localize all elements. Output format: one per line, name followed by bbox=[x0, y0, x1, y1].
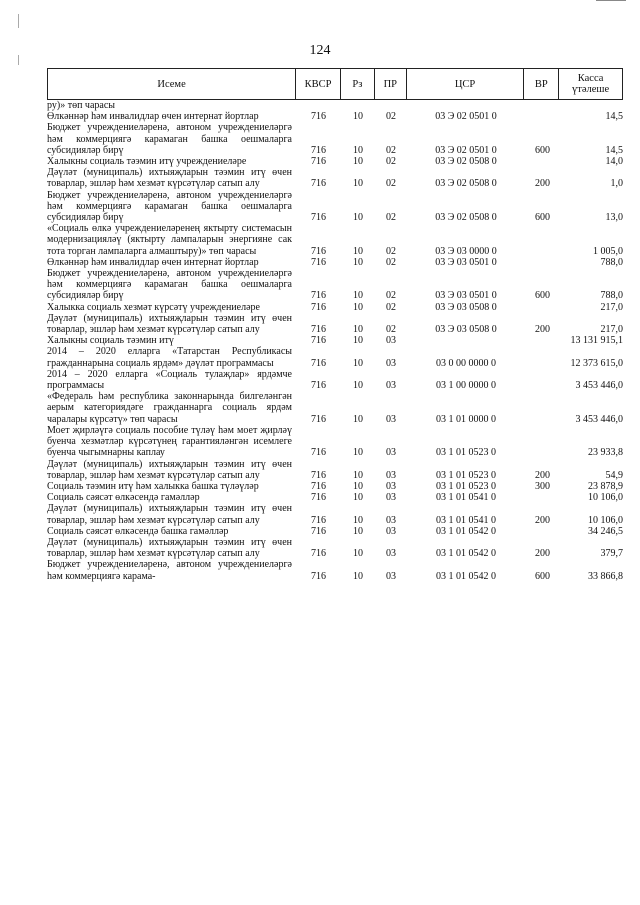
row-csr: 03 Э 03 0508 0 bbox=[435, 324, 497, 336]
row-vr: 300 bbox=[535, 480, 550, 492]
table-row bbox=[47, 346, 623, 368]
row-sum: 788,0 bbox=[600, 256, 623, 268]
row-csr: 03 1 01 0542 0 bbox=[436, 548, 496, 560]
row-kvsr: 716 bbox=[311, 212, 326, 224]
row-name: Өлкәннәр һәм инвалидлар өчен интернат йортлар bbox=[47, 111, 259, 123]
row-kvsr: 716 bbox=[311, 514, 326, 526]
row-vr: 600 bbox=[535, 144, 550, 156]
header-csr: ЦСР bbox=[407, 69, 525, 99]
row-csr: 03 1 01 0000 0 bbox=[436, 413, 496, 425]
row-kvsr: 716 bbox=[311, 335, 326, 347]
table-row bbox=[47, 190, 623, 224]
row-pr: 02 bbox=[386, 144, 396, 156]
row-kvsr: 716 bbox=[311, 156, 326, 168]
row-sum: 788,0 bbox=[600, 290, 623, 302]
row-pr: 03 bbox=[386, 514, 396, 526]
scan-edge-mark bbox=[596, 0, 626, 1]
row-sum: 34 246,5 bbox=[588, 525, 623, 537]
row-kvsr: 716 bbox=[311, 178, 326, 190]
row-rz: 10 bbox=[353, 413, 363, 425]
table-row bbox=[47, 503, 623, 525]
row-rz: 10 bbox=[353, 570, 363, 582]
row-sum: 217,0 bbox=[600, 324, 623, 336]
row-pr: 02 bbox=[386, 301, 396, 313]
row-rz: 10 bbox=[353, 548, 363, 560]
table-row bbox=[47, 537, 623, 559]
row-kvsr: 716 bbox=[311, 469, 326, 481]
row-pr: 03 bbox=[386, 413, 396, 425]
row-rz: 10 bbox=[353, 480, 363, 492]
row-name: Дәүләт (муниципаль) ихтыяҗларын тәэмин итү өчен товарлар, эшләр һәм хезмәт күрсәтүләр сатып алу bbox=[47, 503, 292, 526]
row-pr: 03 bbox=[386, 447, 396, 459]
row-pr: 03 bbox=[386, 492, 396, 504]
row-rz: 10 bbox=[353, 324, 363, 336]
row-csr: 03 1 00 0000 0 bbox=[436, 380, 496, 392]
row-csr: 03 1 01 0542 0 bbox=[436, 525, 496, 537]
row-kvsr: 716 bbox=[311, 256, 326, 268]
row-csr: 03 Э 03 0508 0 bbox=[435, 301, 497, 313]
row-rz: 10 bbox=[353, 212, 363, 224]
row-name: Социаль сәясәт өлкәсендә башка гамәлләр bbox=[47, 525, 229, 537]
row-pr: 03 bbox=[386, 469, 396, 481]
row-rz: 10 bbox=[353, 178, 363, 190]
row-sum: 23 878,9 bbox=[588, 480, 623, 492]
row-sum: 13,0 bbox=[605, 212, 623, 224]
row-sum: 1 005,0 bbox=[593, 245, 623, 257]
row-name: «Федераль һәм республика законнарында билгеләнгән аерым категориядәге гражданнарга социаль ярдәм чаралары күрсәтү» төп чарасы bbox=[47, 391, 292, 425]
row-name: Моет җирләүгә социаль пособие түләү һәм моет җирләү буенча хезмәтләр күрсәтүнең гарантияләнгән исемлеге буенча чыгымнарны каплау bbox=[47, 424, 292, 459]
row-pr: 03 bbox=[386, 480, 396, 492]
row-csr: 03 1 01 0523 0 bbox=[436, 469, 496, 481]
row-csr: 03 1 01 0542 0 bbox=[436, 570, 496, 582]
row-pr: 02 bbox=[386, 324, 396, 336]
row-rz: 10 bbox=[353, 514, 363, 526]
row-kvsr: 716 bbox=[311, 413, 326, 425]
row-vr: 200 bbox=[535, 324, 550, 336]
row-vr: 200 bbox=[535, 548, 550, 560]
row-name: Дәүләт (муниципаль) ихтыяҗларын тәэмин итү өчен товарлар, эшләр һәм хезмәт күрсәтүләр сатып алу bbox=[47, 536, 292, 560]
row-sum: 14,0 bbox=[605, 156, 623, 168]
row-sum: 1,0 bbox=[610, 178, 623, 190]
header-name: Исеме bbox=[48, 69, 296, 99]
row-name: Дәүләт (муниципаль) ихтыяҗларын тәэмин итү өчен товарлар, эшләр һәм хезмәт күрсәтүләр сатып алу bbox=[47, 167, 292, 190]
row-name: Халыкны социаль тәэмин итү учреждениеләре bbox=[47, 156, 247, 168]
row-rz: 10 bbox=[353, 144, 363, 156]
row-rz: 10 bbox=[353, 469, 363, 481]
row-csr: 03 1 01 0523 0 bbox=[436, 447, 496, 459]
row-rz: 10 bbox=[353, 335, 363, 347]
row-vr: 600 bbox=[535, 290, 550, 302]
row-sum: 54,9 bbox=[605, 469, 623, 481]
row-vr: 200 bbox=[535, 469, 550, 481]
row-sum: 14,5 bbox=[605, 144, 623, 156]
row-vr: 200 bbox=[535, 514, 550, 526]
row-kvsr: 716 bbox=[311, 480, 326, 492]
row-name: Бюджет учреждениеләренә, автоном учреждениеләргә һәм коммерциягә карама- bbox=[47, 559, 292, 582]
table-row bbox=[47, 223, 623, 257]
table-row bbox=[47, 313, 623, 335]
row-name: ру)» төп чарасы bbox=[47, 100, 115, 111]
row-csr: 03 Э 02 0501 0 bbox=[435, 144, 497, 156]
row-rz: 10 bbox=[353, 156, 363, 168]
row-sum: 10 106,0 bbox=[588, 514, 623, 526]
row-rz: 10 bbox=[353, 357, 363, 369]
row-name: Социаль тәэмин итү һәм халыкка башка түләүләр bbox=[47, 480, 259, 492]
row-kvsr: 716 bbox=[311, 570, 326, 582]
row-pr: 03 bbox=[386, 335, 396, 347]
row-name: Дәүләт (муниципаль) ихтыяҗларын тәэмин итү өчен товарлар, эшләр һәм хезмәт күрсәтүләр сатып алу bbox=[47, 458, 292, 481]
header-vr: ВР bbox=[524, 69, 559, 99]
table-row bbox=[47, 481, 623, 492]
table-row bbox=[47, 459, 623, 481]
row-csr: 03 Э 02 0508 0 bbox=[435, 212, 497, 224]
row-pr: 02 bbox=[386, 245, 396, 257]
row-name: Бюджет учреждениеләренә, автоном учреждениеләргә һәм коммерциягә карамаган башка оешмаларга субсидияләр бирү bbox=[47, 122, 292, 156]
row-pr: 02 bbox=[386, 256, 396, 268]
row-csr: 03 Э 03 0501 0 bbox=[435, 290, 497, 302]
table-row bbox=[47, 100, 623, 111]
row-pr: 03 bbox=[386, 525, 396, 537]
row-sum: 10 106,0 bbox=[588, 492, 623, 504]
table-row bbox=[47, 492, 623, 503]
row-kvsr: 716 bbox=[311, 492, 326, 504]
row-rz: 10 bbox=[353, 447, 363, 459]
row-name: Бюджет учреждениеләренә, автоном учреждениеләргә һәм коммерциягә карамаган башка оешмаларга субсидияләр бирү bbox=[47, 189, 292, 224]
table-header bbox=[47, 68, 623, 100]
row-csr: 03 Э 02 0508 0 bbox=[435, 178, 497, 190]
header-kassa: Касса үтәлеше bbox=[572, 73, 610, 95]
table-row bbox=[47, 122, 623, 156]
row-rz: 10 bbox=[353, 525, 363, 537]
row-pr: 02 bbox=[386, 156, 396, 168]
row-name: Халыкны социаль тәэмин итү bbox=[47, 335, 174, 347]
row-name: 2014 – 2020 елларга «Татарстан Республикасы гражданнарына социаль ярдәм» дәүләт программасы bbox=[47, 346, 292, 369]
row-kvsr: 716 bbox=[311, 144, 326, 156]
row-rz: 10 bbox=[353, 245, 363, 257]
row-sum: 3 453 446,0 bbox=[575, 380, 623, 392]
table-row bbox=[47, 156, 623, 167]
header-pr: ПР bbox=[375, 69, 407, 99]
table-row bbox=[47, 268, 623, 302]
row-pr: 02 bbox=[386, 111, 396, 123]
row-rz: 10 bbox=[353, 256, 363, 268]
row-pr: 02 bbox=[386, 178, 396, 190]
row-name: Халыкка социаль хезмәт күрсәтү учреждениеләре bbox=[47, 301, 260, 313]
row-csr: 03 1 01 0523 0 bbox=[436, 480, 496, 492]
scan-edge-mark bbox=[18, 14, 19, 28]
row-vr: 600 bbox=[535, 570, 550, 582]
row-pr: 03 bbox=[386, 380, 396, 392]
row-kvsr: 716 bbox=[311, 290, 326, 302]
row-name: Дәүләт (муниципаль) ихтыяҗларын тәэмин итү өчен товарлар, эшләр һәм хезмәт күрсәтүләр сатып алу bbox=[47, 312, 292, 336]
page-number: 124 bbox=[309, 43, 331, 58]
row-kvsr: 716 bbox=[311, 447, 326, 459]
row-csr: 03 Э 02 0508 0 bbox=[435, 156, 497, 168]
row-pr: 02 bbox=[386, 290, 396, 302]
table-row bbox=[47, 559, 623, 581]
row-name: «Социаль өлкә учреждениеләренең яктырту системасын модернизацияләү (яктырту лампаларын энергияне сак тота торган лампаларга алмаштыру)» төп чарасы bbox=[47, 223, 292, 257]
table-row bbox=[47, 111, 623, 122]
row-vr: 200 bbox=[535, 178, 550, 190]
table-row bbox=[47, 302, 623, 313]
row-name: 2014 – 2020 елларга «Социаль тулаҗлар» ярдәмче программасы bbox=[47, 368, 292, 392]
row-csr: 03 0 00 0000 0 bbox=[436, 357, 496, 369]
table-row bbox=[47, 526, 623, 537]
row-kvsr: 716 bbox=[311, 548, 326, 560]
row-kvsr: 716 bbox=[311, 111, 326, 123]
row-vr: 600 bbox=[535, 212, 550, 224]
row-rz: 10 bbox=[353, 111, 363, 123]
table-row bbox=[47, 257, 623, 268]
table-body bbox=[47, 100, 623, 582]
row-sum: 12 373 615,0 bbox=[570, 357, 623, 369]
row-rz: 10 bbox=[353, 492, 363, 504]
row-kvsr: 716 bbox=[311, 245, 326, 257]
row-csr: 03 Э 03 0501 0 bbox=[435, 256, 497, 268]
row-name: Бюджет учреждениеләренә, автоном учреждениеләргә һәм коммерциягә карамаган башка оешмаларга субсидияләр бирү bbox=[47, 268, 292, 302]
table-row bbox=[47, 425, 623, 459]
table-row bbox=[47, 391, 623, 425]
row-pr: 02 bbox=[386, 212, 396, 224]
row-rz: 10 bbox=[353, 290, 363, 302]
row-kvsr: 716 bbox=[311, 380, 326, 392]
table-row bbox=[47, 369, 623, 391]
header-kvsr: КВСР bbox=[296, 69, 341, 99]
row-sum: 13 131 915,1 bbox=[570, 335, 623, 347]
row-name: Социаль сәясәт өлкәсендә гамәлләр bbox=[47, 492, 200, 504]
row-kvsr: 716 bbox=[311, 324, 326, 336]
row-csr: 03 Э 03 0000 0 bbox=[435, 245, 497, 257]
table-row bbox=[47, 167, 623, 189]
row-kvsr: 716 bbox=[311, 525, 326, 537]
row-sum: 3 453 446,0 bbox=[575, 413, 623, 425]
header-rz: Рз bbox=[341, 69, 375, 99]
row-csr: 03 Э 02 0501 0 bbox=[435, 111, 497, 123]
row-kvsr: 716 bbox=[311, 357, 326, 369]
row-name: Өлкәннәр һәм инвалидлар өчен интернат йортлар bbox=[47, 256, 259, 268]
row-sum: 33 866,8 bbox=[588, 570, 623, 582]
row-rz: 10 bbox=[353, 301, 363, 313]
row-kvsr: 716 bbox=[311, 301, 326, 313]
row-sum: 23 933,8 bbox=[588, 447, 623, 459]
row-rz: 10 bbox=[353, 380, 363, 392]
row-sum: 14,5 bbox=[605, 111, 623, 123]
row-pr: 03 bbox=[386, 357, 396, 369]
row-sum: 379,7 bbox=[600, 548, 623, 560]
row-sum: 217,0 bbox=[600, 301, 623, 313]
row-csr: 03 1 01 0541 0 bbox=[436, 514, 496, 526]
row-pr: 03 bbox=[386, 548, 396, 560]
row-pr: 03 bbox=[386, 570, 396, 582]
table-row bbox=[47, 335, 623, 346]
row-csr: 03 1 01 0541 0 bbox=[436, 492, 496, 504]
